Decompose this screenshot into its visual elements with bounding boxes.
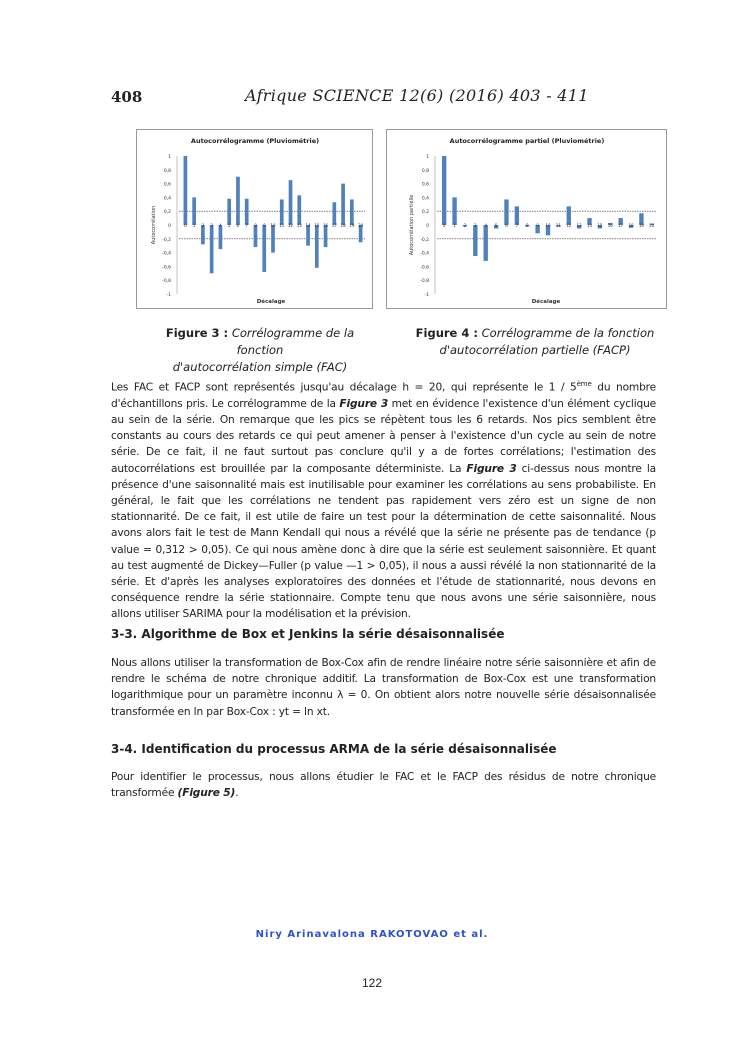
x-tick-label: 17 — [331, 223, 337, 228]
x-tick-label: 1 — [453, 223, 456, 228]
bar — [210, 225, 214, 273]
journal-title: Afrique SCIENCE 12(6) (2016) 403 - 411 — [245, 86, 589, 105]
figure4-caption-line1: Corrélogramme de la fonction — [481, 326, 655, 340]
bar — [289, 180, 293, 225]
paragraph-box-cox: Nous allons utiliser la transformation de Box-Cox afin de rendre linéaire notre série saisonnière et afin de rendre le schéma de notre chronique additif. La transformation de Box-Cox est une transformation logarithmique pour un paramètre inconnu λ = 0. On obtient alors notre nouvelle série désaisonnalisée transformée en ln par Box-Cox : yt = ln xt. — [111, 657, 656, 718]
y-tick-label: -1 — [166, 293, 171, 298]
x-axis-label: Décalage — [531, 299, 561, 305]
y-tick-label: 1 — [426, 155, 429, 160]
bar — [315, 225, 319, 268]
x-tick-label: 13 — [576, 223, 582, 228]
bar — [184, 156, 188, 225]
x-tick-label: 5 — [227, 223, 231, 228]
figure4-caption-line2: d'autocorrélation partielle (FACP) — [439, 343, 631, 357]
x-tick-label: 2 — [463, 223, 467, 228]
bar — [324, 225, 328, 247]
y-tick-label: -0,6 — [420, 265, 429, 271]
bar — [452, 197, 456, 225]
x-tick-label: 16 — [323, 223, 329, 228]
p1-text-d: ci-dessus nous montre la présence d'une saisonnalité mais est inutilisable pour examiner les corrélations au sens probabiliste. En général, le fait que les corrélations ne tendent pas rapidement vers zéro est un signe de non stationnarité. De ce fait, il est utile de faire un test pour la détermination de cette saisonnalité. Nous avons alors fait le test de Mann Kendall qui nous a révélé que la série ne présente pas de tendance (p value = 0,312 > 0,05). Ce qui nous amène donc à dire que la série est seulement saisonnière. Et quant au test augmenté de Dickey—Fuller (p value —1 > 0,05), il nous a aussi révélé la non stationnarité de la série. Et d'après les analyses exploratoires des données et l'étude de stationnarité, nous devons en conséquence rendre la série stationnaire. Compte tenu que nous avons une série saisonnière, nous allons utiliser SARIMA pour la modélisation et la prévision. — [111, 462, 656, 621]
y-tick-label: 0,2 — [421, 210, 429, 216]
p3-text-b: . — [235, 787, 239, 800]
bar — [192, 197, 196, 225]
y-tick-label: 1 — [168, 155, 171, 160]
p1-figure3-ref-2: Figure 3 — [466, 462, 517, 475]
x-tick-label: 11 — [279, 223, 285, 228]
bar — [504, 199, 508, 225]
x-tick-label: 7 — [515, 223, 519, 228]
figure3-label: Figure 3 : — [165, 326, 229, 340]
bar — [473, 225, 477, 256]
x-tick-label: 20 — [649, 223, 655, 228]
y-tick-label: -0,4 — [420, 251, 429, 257]
figure4-label: Figure 4 : — [415, 326, 478, 340]
x-tick-label: 12 — [566, 223, 572, 228]
x-tick-label: 11 — [555, 223, 561, 228]
p1-sup: ème — [576, 380, 592, 388]
x-tick-label: 13 — [296, 223, 302, 228]
y-tick-label: -1 — [424, 293, 429, 298]
y-tick-label: 0,8 — [421, 168, 429, 174]
y-tick-label: 0 — [426, 224, 429, 229]
x-tick-label: 0 — [184, 223, 187, 228]
x-tick-label: 4 — [484, 223, 487, 228]
x-tick-label: 15 — [597, 223, 603, 228]
y-tick-label: 0,6 — [163, 182, 171, 188]
x-tick-label: 14 — [586, 223, 593, 228]
p3-text-a: Pour identifier le processus, nous allons étudier le FAC et le FACP des résidus de notre chronique transformée — [111, 771, 656, 800]
y-tick-label: -0,2 — [420, 237, 429, 243]
x-tick-label: 4 — [219, 223, 222, 228]
y-tick-label: -0,2 — [162, 237, 171, 243]
x-axis-label: Décalage — [256, 299, 286, 305]
p1-text-b: du nombre d'échantillons pris. Le corrélogramme de la — [111, 381, 656, 410]
y-tick-label: 0,8 — [163, 168, 171, 174]
p1-text-c: met en évidence l'existence d'un élément cyclique au sein de la série. On remarque que les pics se répètent tous les 6 retards. Nos pics semblent être constants au cours des retards ce qui peut amener à penser à l'existence d'un cycle au sein de notre série. De ce fait, il ne faut surtout pas conclure qu'il y a de fortes corrélations; l'estimation des autocorrélations est brouillée par la composante déterministe. La — [111, 397, 657, 475]
y-tick-label: 0,2 — [163, 210, 171, 216]
figure3-caption — [150, 325, 370, 376]
x-tick-label: 10 — [270, 223, 276, 228]
x-tick-label: 18 — [340, 223, 346, 228]
x-tick-label: 15 — [314, 223, 320, 228]
bar — [306, 225, 310, 246]
bar — [280, 199, 284, 225]
x-tick-label: 0 — [442, 223, 446, 228]
bar — [350, 199, 354, 225]
x-tick-label: 9 — [262, 223, 266, 228]
y-tick-label: 0 — [168, 224, 171, 229]
chart-title: Autocorrélogramme partiel (Pluviométrie) — [449, 137, 605, 145]
x-tick-label: 3 — [474, 223, 477, 228]
x-tick-label: 5 — [494, 223, 498, 228]
x-tick-label: 10 — [545, 223, 551, 228]
header-page-number: 408 — [111, 88, 143, 106]
bar — [219, 225, 223, 249]
footer-authors: Niry Arinavalona RAKOTOVAO et al. — [255, 929, 489, 940]
x-tick-label: 14 — [305, 223, 311, 228]
bar — [297, 195, 301, 225]
x-tick-label: 2 — [201, 223, 205, 228]
figure4-caption — [410, 325, 660, 359]
bar — [254, 225, 258, 247]
x-tick-label: 18 — [628, 223, 634, 228]
x-tick-label: 1 — [192, 223, 196, 228]
y-tick-label: -0,6 — [162, 265, 171, 271]
x-tick-label: 20 — [358, 223, 364, 228]
section-3-3-heading: 3-3. Algorithme de Box et Jenkins la série désaisonnalisée — [111, 627, 505, 641]
p1-figure3-ref: Figure 3 — [339, 397, 389, 410]
y-tick-label: 0,6 — [421, 182, 429, 188]
x-tick-label: 3 — [210, 223, 213, 228]
y-axis-label: Autocorrélation partielle — [409, 194, 415, 256]
acf-chart — [136, 129, 373, 309]
y-tick-label: 0,4 — [163, 196, 171, 202]
section-3-4-heading: 3-4. Identification du processus ARMA de la série désaisonnalisée — [111, 742, 557, 756]
y-tick-label: -0,8 — [162, 279, 171, 285]
bar — [262, 225, 266, 272]
x-tick-label: 16 — [607, 223, 613, 228]
paragraph-fac-facp — [111, 376, 656, 623]
bar — [236, 177, 240, 225]
bar — [341, 184, 345, 225]
x-tick-label: 19 — [349, 223, 355, 228]
paragraph-identification — [111, 769, 656, 801]
x-tick-label: 7 — [245, 223, 248, 228]
y-tick-label: -0,8 — [420, 279, 429, 285]
bar — [271, 225, 275, 253]
x-tick-label: 8 — [254, 223, 257, 228]
pacf-chart — [386, 129, 667, 309]
x-tick-label: 12 — [287, 223, 294, 228]
x-tick-label: 6 — [236, 223, 240, 228]
p3-figure5-ref: (Figure 5) — [177, 787, 236, 800]
y-axis-label: Autocorrélation — [151, 205, 157, 245]
x-tick-label: 17 — [618, 223, 624, 228]
x-tick-label: 6 — [505, 223, 508, 228]
y-tick-label: 0,4 — [421, 196, 429, 202]
bar — [484, 225, 488, 261]
chart-title: Autocorrélogramme (Pluviométrie) — [190, 137, 320, 145]
figure3-caption-line1: Corrélogramme de la fonction — [231, 326, 355, 357]
bar — [332, 202, 336, 225]
p1-text-a: Les FAC et FACP sont représentés jusqu'au décalage h = 20, qui représente le 1 / 5 — [111, 381, 577, 394]
x-tick-label: 8 — [525, 223, 529, 228]
bar — [227, 199, 231, 225]
x-tick-label: 9 — [536, 223, 539, 228]
y-tick-label: -0,4 — [162, 251, 171, 257]
bar — [245, 199, 249, 225]
x-tick-label: 19 — [638, 223, 644, 228]
figure3-caption-line2: d'autocorrélation simple (FAC) — [172, 360, 348, 374]
bar — [442, 156, 446, 225]
footer-page-number: 122 — [361, 976, 383, 990]
